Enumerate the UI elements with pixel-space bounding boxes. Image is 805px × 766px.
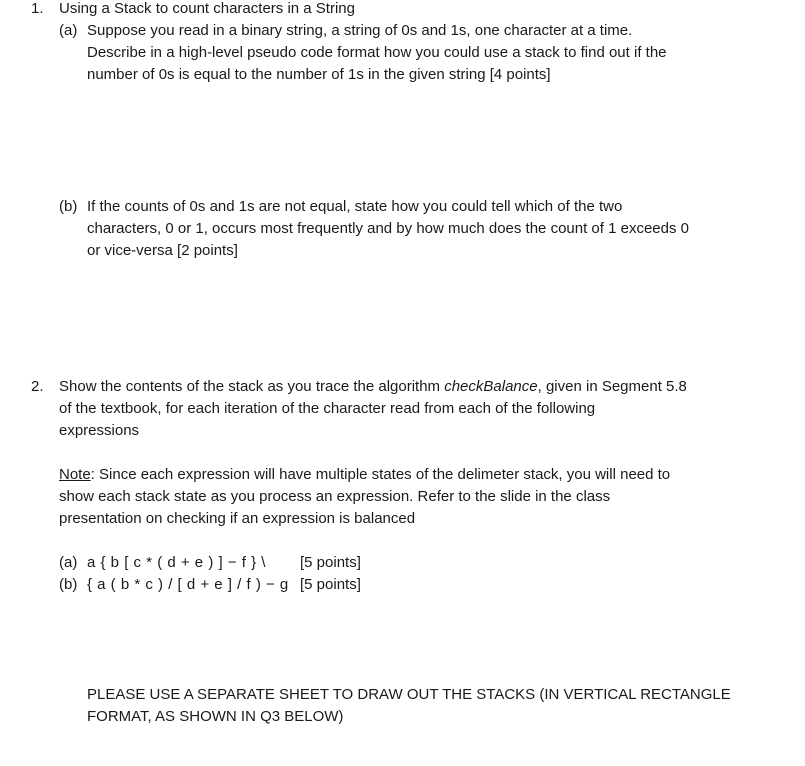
q1b-line3: or vice-versa [2 points]: [87, 242, 238, 259]
q2-note-line2: show each stack state as you process an expression. Refer to the slide in the class: [59, 488, 611, 505]
q1a-label: (a): [59, 22, 78, 39]
footer-instruction-line2: FORMAT, AS SHOWN IN Q3 BELOW): [87, 708, 344, 725]
footer-instruction-line1: PLEASE USE A SEPARATE SHEET TO DRAW OUT THE STACKS (IN VERTICAL RECTANGLE: [87, 686, 731, 703]
q1-title: Using a Stack to count characters in a String: [59, 0, 355, 17]
q2-expr-b-label: (b): [59, 576, 78, 593]
q2-line2: of the textbook, for each iteration of the character read from each of the following: [59, 400, 596, 417]
q2-note-line3: presentation on checking if an expression is balanced: [59, 510, 416, 527]
q1a-line3: number of 0s is equal to the number of 1s in the given string [4 points]: [87, 66, 551, 83]
q1b-line2: characters, 0 or 1, occurs most frequently and by how much does the count of 1 exceeds 0: [87, 220, 689, 237]
q2-expr-b-points: [5 points]: [300, 576, 361, 593]
q2-number: 2.: [31, 378, 44, 395]
q2-expr-a: a { b [ c * ( d + e ) ] − f } \: [87, 554, 266, 571]
q2-note-line1: [59, 464, 670, 486]
q2-line1: [59, 376, 687, 398]
q2-line3: expressions: [59, 422, 140, 439]
q2-expr-a-points: [5 points]: [300, 554, 361, 571]
q2-expr-a-label: (a): [59, 554, 78, 571]
q1a-line2: Describe in a high-level pseudo code format how you could use a stack to find out if the: [87, 44, 667, 61]
q1-number: 1.: [31, 0, 44, 17]
q2-note-label: Note: [59, 466, 91, 483]
q2-line1-pre: Show the contents of the stack as you trace the algorithm: [59, 378, 445, 395]
q2-expr-b: { a ( b * c ) / [ d + e ] / f ) − g: [87, 576, 289, 593]
q2-line1-post: , given in Segment 5.8: [537, 378, 687, 395]
q2-note-text: : Since each expression will have multiple states of the delimeter stack, you will need to: [90, 466, 671, 483]
q1b-line1: If the counts of 0s and 1s are not equal, state how you could tell which of the two: [87, 198, 623, 215]
q1a-line1: Suppose you read in a binary string, a string of 0s and 1s, one character at a time.: [87, 22, 633, 39]
q2-algorithm-name: checkBalance: [444, 378, 538, 395]
q1b-label: (b): [59, 198, 78, 215]
